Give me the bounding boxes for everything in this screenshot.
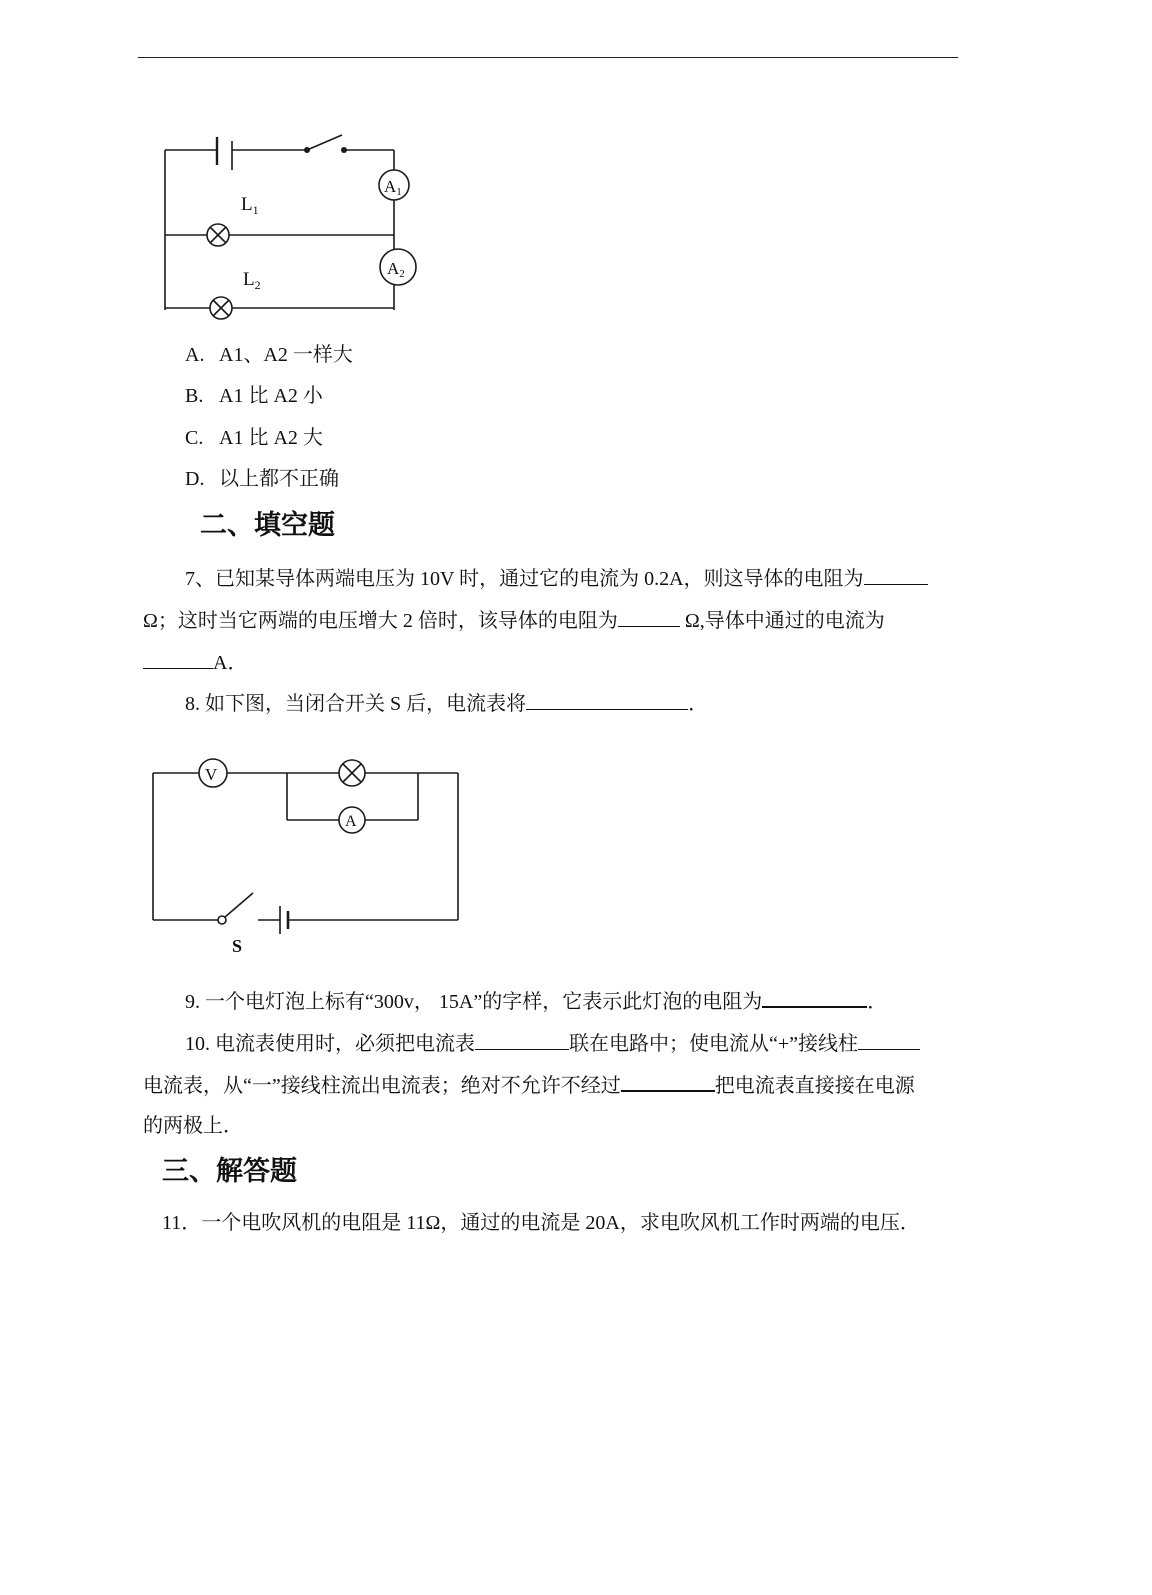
voltmeter xyxy=(199,759,227,787)
ammeter-a2 xyxy=(380,249,416,285)
q7-text: Ω,导体中通过的电流为 xyxy=(679,610,885,632)
q10-text: 的两极上． xyxy=(143,1115,243,1137)
q11-text: 11．一个电吹风机的电阻是 11Ω，通过的电流是 20A，求电吹风机工作时两端的电压． xyxy=(162,1212,920,1234)
option-d xyxy=(185,467,339,491)
q10-line-1 xyxy=(185,1031,920,1056)
switch-symbol xyxy=(304,135,347,153)
circuit-2-wires xyxy=(153,773,458,920)
ammeter-a1 xyxy=(379,170,409,200)
q8-text: 8. 如下图，当闭合开关 S 后，电流表将 xyxy=(185,693,527,715)
q10-line-3 xyxy=(143,1114,243,1138)
switch-s xyxy=(218,893,253,924)
ammeter xyxy=(339,807,365,833)
q10-text: 电流表，从“一”接线柱流出电流表；绝对不允许不经过 xyxy=(143,1075,621,1097)
q9-text: 9. 一个电灯泡上标有“300v， 15A”的字样，它表示此灯泡的电阻为 xyxy=(185,991,763,1013)
lamp-l2 xyxy=(210,297,232,319)
answer-blank[interactable] xyxy=(762,988,867,1008)
svg-text:V: V xyxy=(205,765,218,784)
q10-text: 联在电路中；使电流从“+”接线柱 xyxy=(569,1033,859,1055)
q9-end: ． xyxy=(867,991,888,1013)
header-rule xyxy=(138,57,958,58)
circuit-diagram-2 xyxy=(145,745,475,960)
answer-blank[interactable] xyxy=(618,608,680,627)
circuit-1-wires xyxy=(165,150,394,310)
answer-blank[interactable] xyxy=(526,691,688,710)
option-letter: D. xyxy=(185,468,205,490)
option-letter: A. xyxy=(185,344,205,366)
answer-blank[interactable] xyxy=(621,1072,715,1092)
circuit-diagram-1 xyxy=(150,125,425,325)
svg-text:A1: A1 xyxy=(384,177,402,198)
section-heading-answer: 三、解答题 xyxy=(162,1156,297,1187)
answer-blank[interactable] xyxy=(143,650,213,669)
label-l2: $L_2$ xyxy=(243,269,261,292)
option-a xyxy=(185,343,353,367)
q7-line-1 xyxy=(185,566,928,591)
q11-line xyxy=(162,1211,920,1235)
q10-text: 10. 电流表使用时，必须把电流表 xyxy=(185,1033,475,1055)
option-b xyxy=(185,384,323,408)
option-c xyxy=(185,426,323,450)
battery-symbol xyxy=(217,137,232,170)
label-l1: $L_1$ xyxy=(241,194,259,217)
option-text: 以上都不正确 xyxy=(219,468,339,490)
q10-line-2 xyxy=(143,1072,915,1098)
svg-text:A2: A2 xyxy=(387,259,405,280)
section-heading-fill-blank: 二、填空题 xyxy=(200,510,335,541)
q7-line-3 xyxy=(143,650,247,675)
answer-blank[interactable] xyxy=(858,1031,920,1050)
q7-line-2 xyxy=(143,608,885,633)
q7-text: 7、已知某导体两端电压为 10V 时，通过它的电流为 0.2A，则这导体的电阻为 xyxy=(185,568,864,590)
option-text: A1 比 A2 大 xyxy=(219,427,323,449)
q7-text: A． xyxy=(213,652,248,674)
option-letter: C. xyxy=(185,427,204,449)
q8-line xyxy=(185,691,708,716)
q10-text: 把电流表直接接在电源 xyxy=(714,1075,915,1097)
option-letter: B. xyxy=(185,385,204,407)
option-text: A1 比 A2 小 xyxy=(219,385,323,407)
answer-blank[interactable] xyxy=(864,566,928,585)
battery-symbol xyxy=(280,906,288,934)
label-s: S xyxy=(232,936,243,956)
answer-blank[interactable] xyxy=(475,1031,569,1050)
q7-text: Ω；这时当它两端的电压增大 2 倍时，该导体的电阻为 xyxy=(143,610,618,632)
option-text: A1、A2 一样大 xyxy=(219,344,353,366)
lamp-l1 xyxy=(207,224,229,246)
svg-text:A: A xyxy=(345,813,357,830)
q8-end: ． xyxy=(688,693,709,715)
lamp xyxy=(339,760,365,786)
q9-line xyxy=(185,988,887,1014)
